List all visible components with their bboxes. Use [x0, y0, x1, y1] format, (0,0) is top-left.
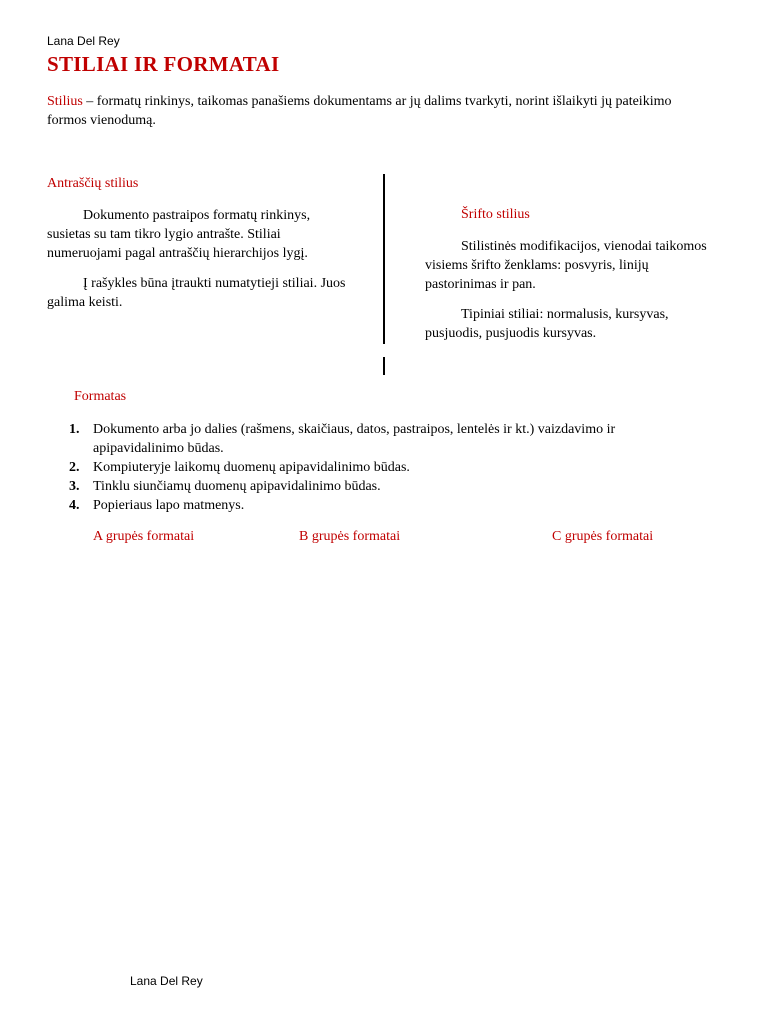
- list-item-number: 2.: [69, 460, 80, 475]
- list-item-number: 3.: [69, 479, 80, 494]
- right-paragraph-2: Tipiniai stiliai: normalusis, kursyvas, pusjuodis, pusjuodis kursyvas.: [425, 307, 669, 341]
- formatas-list: [47, 420, 707, 515]
- page-title: STILIAI IR FORMATAI: [47, 52, 280, 76]
- group-a-label: A grupės formatai: [93, 529, 195, 544]
- header-author: Lana Del Rey: [47, 34, 120, 48]
- list-item-number: 4.: [69, 498, 80, 513]
- list-item-text: Dokumento arba jo dalies (rašmens, skaičiaus, datos, pastraipos, lentelės ir kt.) vaizdavimo ir apipavidalinimo būdas.: [93, 422, 616, 456]
- intro-term: Stilius: [47, 94, 83, 109]
- column-divider-tail: [383, 357, 385, 375]
- intro-definition: – formatų rinkinys, taikomas panašiems dokumentams ar jų dalims tvarkyti, norint išlaikyti jų pateikimo formos vienodumą.: [47, 94, 672, 128]
- column-divider: [383, 174, 385, 344]
- group-c-label: C grupės formatai: [552, 529, 654, 544]
- left-paragraph-1: Dokumento pastraipos formatų rinkinys, susietas su tam tikro lygio antrašte. Stiliai numeruojami pagal antraščių hierarchijos lygį.: [47, 208, 311, 261]
- right-section: [425, 205, 715, 354]
- right-section-heading: Šrifto stilius: [461, 207, 530, 222]
- footer-author: Lana Del Rey: [130, 974, 203, 988]
- list-item-number: 1.: [69, 422, 80, 437]
- list-item: [47, 496, 707, 515]
- group-b-label: B grupės formatai: [299, 529, 401, 544]
- formatas-heading: Formatas: [74, 389, 127, 404]
- intro-paragraph: [47, 92, 707, 130]
- list-item-text: Tinklu siunčiamų duomenų apipavidalinimo būdas.: [93, 479, 381, 494]
- left-paragraph-2: Į rašykles būna įtraukti numatytieji stiliai. Juos galima keisti.: [47, 276, 346, 310]
- list-item-text: Popieriaus lapo matmenys.: [93, 498, 245, 513]
- list-item-text: Kompiuteryje laikomų duomenų apipavidalinimo būdas.: [93, 460, 410, 475]
- left-section: [47, 174, 347, 323]
- list-item: [47, 458, 707, 477]
- list-item: [47, 420, 707, 458]
- list-item: [47, 477, 707, 496]
- left-section-heading: Antraščių stilius: [47, 176, 139, 191]
- right-paragraph-1: Stilistinės modifikacijos, vienodai taikomos visiems šrifto ženklams: posvyris, linijų pastorinimas ir pan.: [425, 239, 707, 292]
